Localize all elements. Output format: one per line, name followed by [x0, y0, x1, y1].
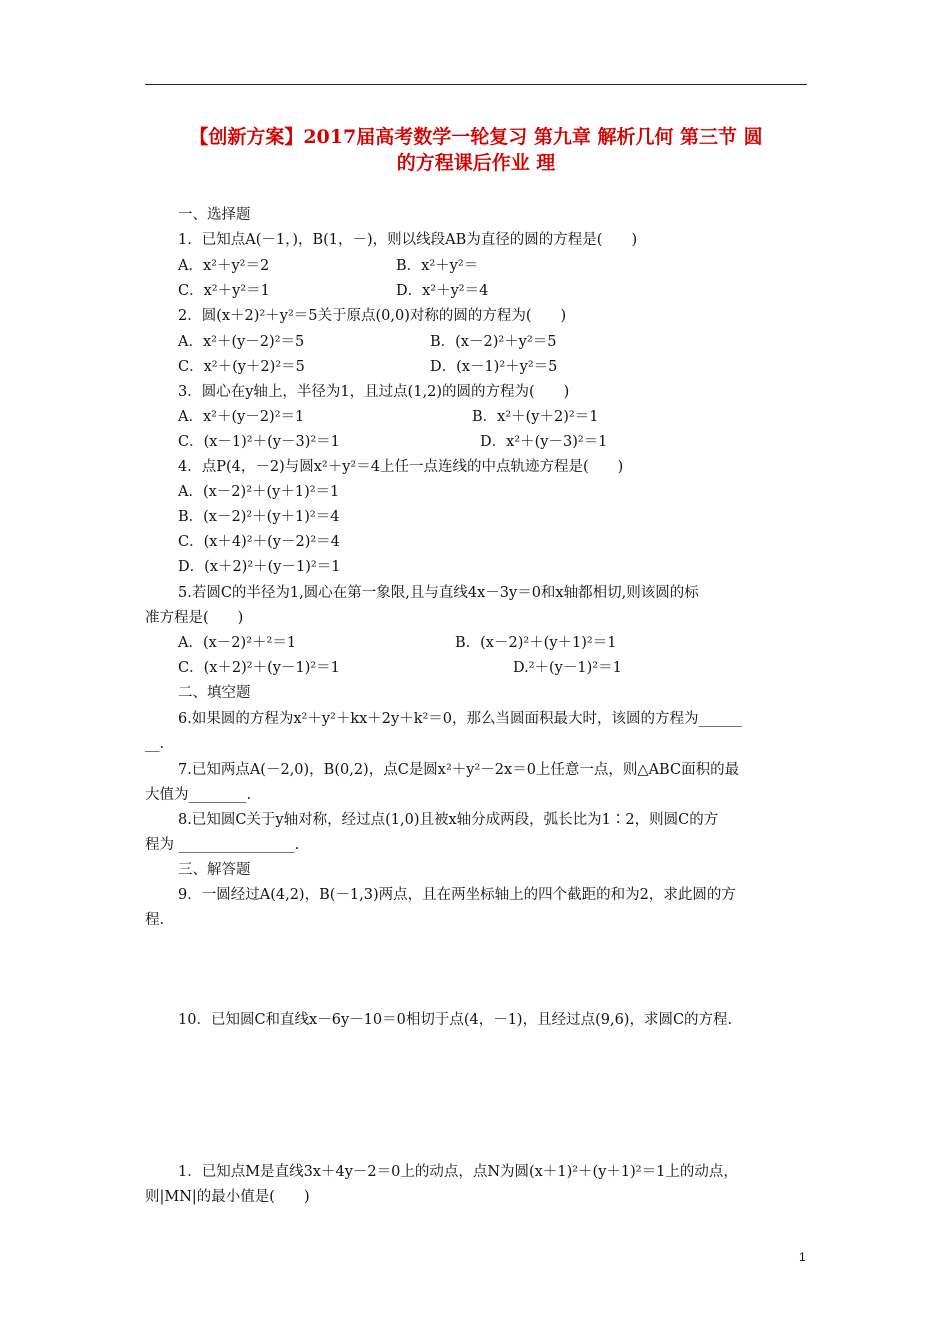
- doc-title-line2: 的方程课后作业 理: [396, 152, 556, 174]
- q5-option-c: C．(x＋2)²＋(y－1)²＝1: [178, 660, 340, 676]
- section-heading-fill: 二、填空题: [178, 685, 251, 701]
- q3-option-c: C．(x－1)²＋(y－3)²＝1: [178, 434, 340, 450]
- q2-stem: 2．圆(x＋2)²＋y²＝5关于原点(0,0)对称的圆的方程为( ): [178, 308, 567, 324]
- q1-option-a: A．x²＋y²＝2: [178, 258, 270, 274]
- q6-line1: 6.如果圆的方程为x²＋y²＋kx＋2y＋k²＝0，那么当圆面积最大时，该圆的方程为______: [178, 711, 743, 727]
- bonus-q1-line1: 1．已知点M是直线3x＋4y－2＝0上的动点，点N为圆(x＋1)²＋(y＋1)²＝1上的动点，: [178, 1164, 738, 1180]
- page-number: 1: [799, 1250, 806, 1264]
- section-heading-choice: 一、选择题: [178, 207, 251, 223]
- q7-line2: 大值为________.: [145, 787, 252, 803]
- q2-option-c: C．x²＋(y＋2)²＝5: [178, 359, 305, 375]
- q8-line1: 8.已知圆C关于y轴对称，经过点(1,0)且被x轴分成两段，弧长比为1∶2，则圆C的方: [178, 812, 719, 828]
- q5-stem-line1: 5.若圆C的半径为1,圆心在第一象限,且与直线4x－3y＝0和x轴都相切,则该圆的标: [178, 585, 699, 601]
- q3-option-d: D．x²＋(y－3)²＝1: [480, 434, 608, 450]
- q3-option-a: A．x²＋(y－2)²＝1: [178, 409, 305, 425]
- q4-option-c: C．(x＋4)²＋(y－2)²＝4: [178, 534, 340, 550]
- q4-stem: 4．点P(4，－2)与圆x²＋y²＝4上任一点连线的中点轨迹方程是( ): [178, 459, 624, 475]
- q10-text: 10．已知圆C和直线x－6y－10＝0相切于点(4，－1)，且经过点(9,6)，求圆C的方程.: [178, 1012, 733, 1028]
- q4-option-b: B．(x－2)²＋(y＋1)²＝4: [178, 509, 340, 525]
- q3-option-b: B．x²＋(y＋2)²＝1: [472, 409, 599, 425]
- q5-option-a: A．(x－2)²＋²＝1: [178, 635, 297, 651]
- q5-option-b: B．(x－2)²＋(y＋1)²＝1: [455, 635, 617, 651]
- q2-option-a: A．x²＋(y－2)²＝5: [178, 334, 305, 350]
- q1-stem: 1．已知点A(－1，)，B(1，－)，则以线段AB为直径的圆的方程是( ): [178, 232, 638, 248]
- q1-option-c: C．x²＋y²＝1: [178, 283, 270, 299]
- q9-line2: 程.: [145, 912, 165, 928]
- q3-stem: 3．圆心在y轴上，半径为1，且过点(1,2)的圆的方程为( ): [178, 384, 570, 400]
- q4-option-a: A．(x－2)²＋(y＋1)²＝1: [178, 484, 340, 500]
- q2-option-b: B．(x－2)²＋y²＝5: [430, 334, 557, 350]
- q5-stem-line2: 准方程是( ): [145, 610, 244, 626]
- q9-line1: 9．一圆经过A(4,2)，B(－1,3)两点，且在两坐标轴上的四个截距的和为2，求此圆的方: [178, 887, 736, 903]
- q6-line2: __.: [145, 736, 165, 752]
- q1-option-d: D．x²＋y²＝4: [396, 283, 489, 299]
- q7-line1: 7.已知两点A(－2,0)，B(0,2)，点C是圆x²＋y²－2x＝0上任意一点，则△ABC面积的最: [178, 762, 740, 778]
- header-rule: [145, 84, 807, 85]
- q2-option-d: D．(x－1)²＋y²＝5: [430, 359, 558, 375]
- q4-option-d: D．(x＋2)²＋(y－1)²＝1: [178, 559, 341, 575]
- q1-option-b: B．x²＋y²＝: [396, 258, 479, 274]
- bonus-q1-line2: 则|MN|的最小值是( ): [145, 1189, 310, 1205]
- q5-option-d: D.²＋(y－1)²＝1: [513, 660, 622, 676]
- section-heading-solve: 三、解答题: [178, 862, 251, 878]
- doc-title-line1: 【创新方案】2017届高考数学一轮复习 第九章 解析几何 第三节 圆: [189, 126, 763, 148]
- q8-line2: 程为 ________________.: [145, 837, 300, 853]
